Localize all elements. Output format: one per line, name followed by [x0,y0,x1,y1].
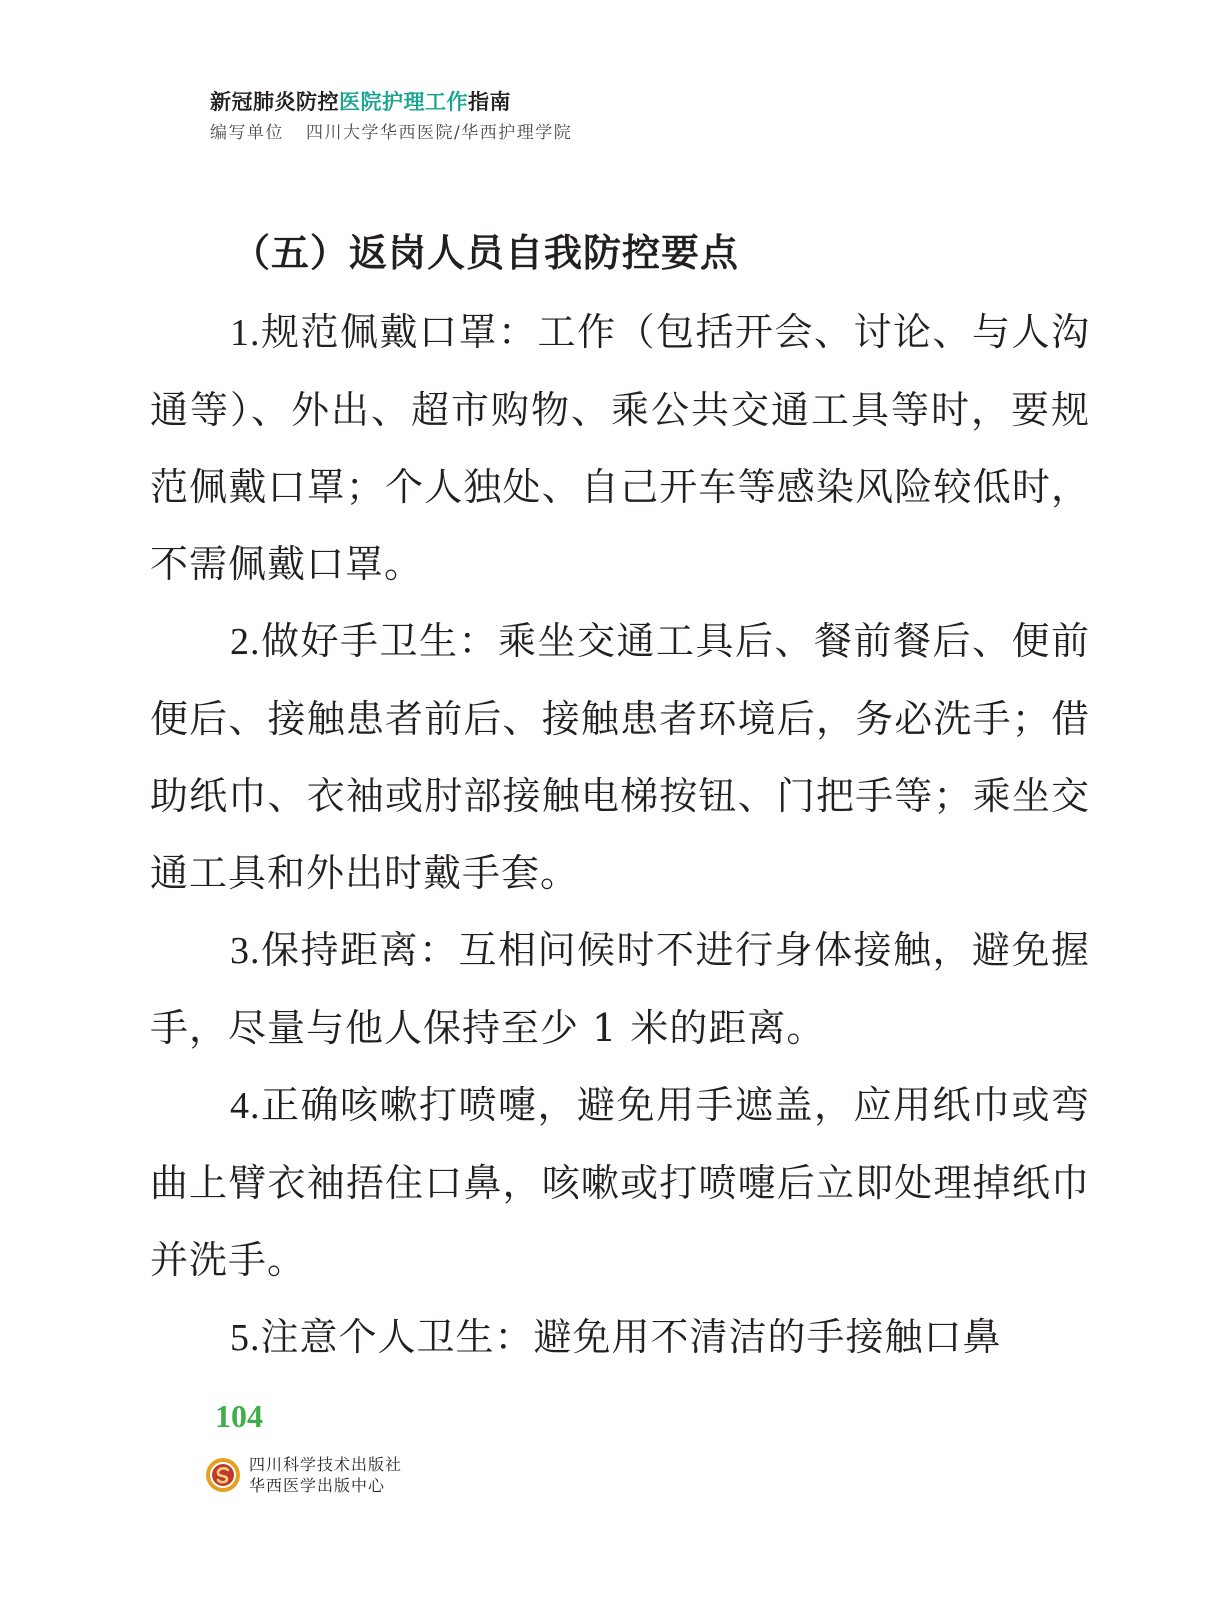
item-number: 3. [230,930,261,972]
list-item [150,294,1090,603]
author-unit-name: 四川大学华西医院/华西护理学院 [306,123,573,143]
main-content [150,228,1090,1377]
item-number: 2. [230,621,261,663]
list-item [150,1067,1090,1299]
author-unit-label: 编写单位 [210,123,284,143]
book-title-part3: 指南 [468,90,511,114]
publisher-names [249,1454,402,1496]
list-item [150,603,1090,912]
book-title [210,88,910,116]
item-number: 1. [230,312,261,354]
book-title-accent: 医院护理工作 [339,90,468,114]
item-text: 做好手卫生：乘坐交通工具后、餐前餐后、便前便后、接触患者前后、接触患者环境后，务必洗手；借助纸巾、衣袖或肘部接触电梯按钮、门把手等；乘坐交通工具和外出时戴手套。 [150,619,1090,895]
item-number: 5. [230,1317,261,1359]
item-text: 正确咳嗽打喷嚏，避免用手遮盖，应用纸巾或弯曲上臂衣袖捂住口鼻，咳嗽或打喷嚏后立即处理掉纸巾并洗手。 [150,1083,1090,1282]
page-number: 104 [215,1398,263,1434]
item-number: 4. [230,1085,261,1127]
author-unit [210,122,910,144]
publisher-logo-icon [205,1457,241,1493]
book-title-part1: 新冠肺炎防控 [210,90,339,114]
item-text: 注意个人卫生：避免用不清洁的手接触口鼻 [260,1315,1002,1359]
running-header [210,88,910,144]
list-item [150,912,1090,1067]
item-text: 规范佩戴口罩：工作（包括开会、讨论、与人沟通等）、外出、超市购物、乘公共交通工具等时，要规范佩戴口罩；个人独处、自己开车等感染风险较低时，不需佩戴口罩。 [150,310,1090,586]
section-heading: （五）返岗人员自我防控要点 [232,231,740,275]
publisher-block [205,1454,402,1496]
list-item [150,1299,1090,1377]
publisher-line-1: 四川科学技术出版社 [249,1455,403,1474]
item-text: 保持距离：互相问候时不进行身体接触，避免握手，尽量与他人保持至少 1 米的距离。 [150,928,1090,1050]
publisher-line-2: 华西医学出版中心 [249,1476,386,1495]
